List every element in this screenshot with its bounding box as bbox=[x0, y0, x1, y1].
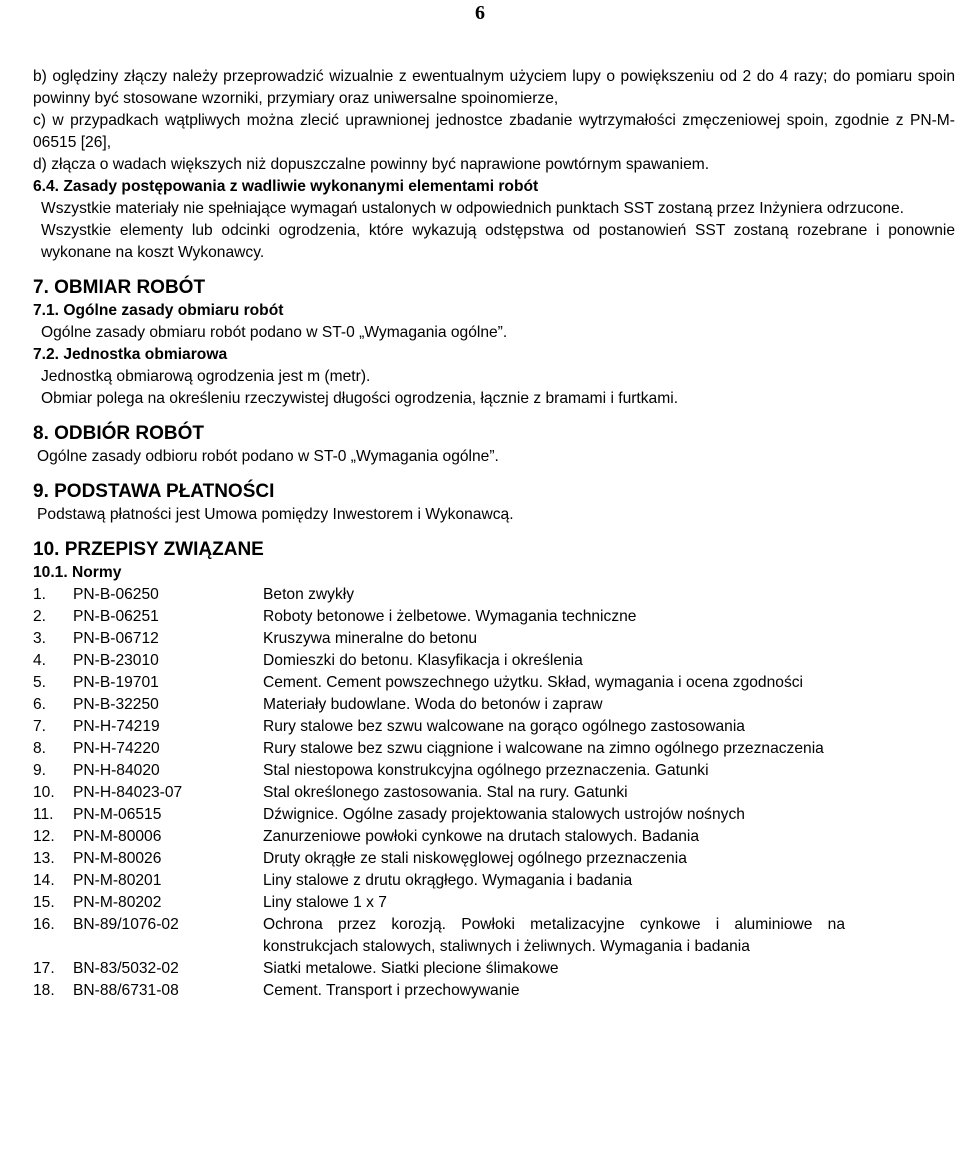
norm-row bbox=[33, 980, 955, 1002]
norm-title: Rury stalowe bez szwu walcowane na gorąco ogólnego zastosowania bbox=[263, 718, 745, 735]
norm-row bbox=[33, 848, 955, 870]
section-6-4-heading: 6.4. Zasady postępowania z wadliwie wykonanymi elementami robót bbox=[33, 178, 539, 195]
section-6-4-para-2: Wszystkie elementy lub odcinki ogrodzenia, które wykazują odstępstwa od postanowień SST zostaną rozebrane i ponownie wykonane na koszt Wykonawcy. bbox=[41, 222, 955, 261]
item-d: d) złącza o wadach większych niż dopuszczalne powinny być naprawione powtórnym spawaniem. bbox=[33, 156, 710, 173]
norm-number: 14. bbox=[33, 872, 55, 889]
document-body bbox=[33, 66, 955, 1002]
norm-code: PN-B-19701 bbox=[73, 674, 159, 691]
section-8-heading: 8. ODBIÓR ROBÓT bbox=[33, 423, 205, 444]
norm-number: 5. bbox=[33, 674, 47, 691]
section-7-heading: 7. OBMIAR ROBÓT bbox=[33, 277, 206, 298]
item-c: c) w przypadkach wątpliwych można zlecić uprawnionej jednostce zbadanie wytrzymałości zmęczeniowej spoin, zgodnie z PN-M-06515 [26], bbox=[33, 112, 955, 151]
norm-code: PN-H-74219 bbox=[73, 718, 160, 735]
norm-row bbox=[33, 804, 955, 826]
norm-code: BN-89/1076-02 bbox=[73, 916, 179, 933]
norm-code: BN-88/6731-08 bbox=[73, 982, 179, 999]
norms-list bbox=[33, 584, 955, 1002]
norm-row bbox=[33, 782, 955, 804]
section-9-heading: 9. PODSTAWA PŁATNOŚCI bbox=[33, 481, 275, 502]
norm-code: PN-B-32250 bbox=[73, 696, 159, 713]
norm-number: 6. bbox=[33, 696, 47, 713]
norm-title: Kruszywa mineralne do betonu bbox=[263, 630, 478, 647]
norm-number: 17. bbox=[33, 960, 55, 977]
norm-row bbox=[33, 584, 955, 606]
norm-row bbox=[33, 870, 955, 892]
norm-title: Liny stalowe z drutu okrągłego. Wymagania i badania bbox=[263, 872, 633, 889]
norm-number: 15. bbox=[33, 894, 55, 911]
norm-code: PN-B-06712 bbox=[73, 630, 159, 647]
section-10-1-heading: 10.1. Normy bbox=[33, 564, 122, 581]
norm-row bbox=[33, 826, 955, 848]
norm-number: 12. bbox=[33, 828, 55, 845]
section-6-4-para-1: Wszystkie materiały nie spełniające wymagań ustalonych w odpowiednich punktach SST zostaną przez Inżyniera odrzucone. bbox=[41, 200, 905, 217]
norm-title: Cement. Cement powszechnego użytku. Skład, wymagania i ocena zgodności bbox=[263, 674, 804, 691]
norm-number: 2. bbox=[33, 608, 47, 625]
norm-title: Dźwignice. Ogólne zasady projektowania stalowych ustrojów nośnych bbox=[263, 806, 745, 823]
norm-title: Stal określonego zastosowania. Stal na rury. Gatunki bbox=[263, 784, 628, 801]
norm-title: Stal niestopowa konstrukcyjna ogólnego przeznaczenia. Gatunki bbox=[263, 762, 709, 779]
norm-number: 7. bbox=[33, 718, 47, 735]
norm-code: PN-M-06515 bbox=[73, 806, 162, 823]
norm-title: Rury stalowe bez szwu ciągnione i walcowane na zimno ogólnego przeznaczenia bbox=[263, 740, 824, 757]
norm-title: Siatki metalowe. Siatki plecione ślimakowe bbox=[263, 960, 559, 977]
norm-row bbox=[33, 650, 955, 672]
norm-row bbox=[33, 694, 955, 716]
norm-row bbox=[33, 606, 955, 628]
norm-title: Zanurzeniowe powłoki cynkowe na drutach stalowych. Badania bbox=[263, 828, 700, 845]
section-10-heading: 10. PRZEPISY ZWIĄZANE bbox=[33, 539, 264, 560]
norm-code: PN-B-06251 bbox=[73, 608, 159, 625]
norm-title: Ochrona przez korozją. Powłoki metalizacyjne cynkowe i aluminiowe na konstrukcjach stalowych, staliwnych i żeliwnych. Wymagania i badania bbox=[263, 916, 845, 955]
norm-row bbox=[33, 628, 955, 650]
norm-code: PN-M-80006 bbox=[73, 828, 162, 845]
section-8-text: Ogólne zasady odbioru robót podano w ST-0 „Wymagania ogólne”. bbox=[37, 448, 499, 465]
norm-code: PN-M-80202 bbox=[73, 894, 162, 911]
norm-code: BN-83/5032-02 bbox=[73, 960, 179, 977]
norm-title: Domieszki do betonu. Klasyfikacja i określenia bbox=[263, 652, 583, 669]
norm-code: PN-H-84020 bbox=[73, 762, 160, 779]
norm-row bbox=[33, 672, 955, 694]
section-9-text: Podstawą płatności jest Umowa pomiędzy Inwestorem i Wykonawcą. bbox=[37, 506, 514, 523]
item-b: b) oględziny złączy należy przeprowadzić wizualnie z ewentualnym użyciem lupy o powiększeniu od 2 do 4 razy; do pomiaru spoin powinny być stosowane wzorniki, przymiary oraz uniwersalne spoinomierze, bbox=[33, 68, 955, 107]
norm-title: Druty okrągłe ze stali niskowęglowej ogólnego przeznaczenia bbox=[263, 850, 687, 867]
norm-number: 16. bbox=[33, 916, 55, 933]
section-7-2-heading: 7.2. Jednostka obmiarowa bbox=[33, 346, 228, 363]
norm-row bbox=[33, 914, 955, 958]
norm-code: PN-B-06250 bbox=[73, 586, 159, 603]
norm-number: 13. bbox=[33, 850, 55, 867]
norm-code: PN-B-23010 bbox=[73, 652, 159, 669]
section-7-2-text-1: Jednostką obmiarową ogrodzenia jest m (metr). bbox=[41, 368, 371, 385]
norm-row bbox=[33, 892, 955, 914]
norm-row bbox=[33, 716, 955, 738]
norm-row bbox=[33, 760, 955, 782]
norm-number: 9. bbox=[33, 762, 47, 779]
norm-title: Roboty betonowe i żelbetowe. Wymagania techniczne bbox=[263, 608, 637, 625]
norm-row bbox=[33, 958, 955, 980]
norm-number: 11. bbox=[33, 806, 54, 823]
norm-number: 3. bbox=[33, 630, 47, 647]
section-7-1-heading: 7.1. Ogólne zasady obmiaru robót bbox=[33, 302, 284, 319]
page-number: 6 bbox=[475, 2, 485, 24]
norm-code: PN-M-80026 bbox=[73, 850, 162, 867]
norm-row bbox=[33, 738, 955, 760]
section-7-1-text: Ogólne zasady obmiaru robót podano w ST-0 „Wymagania ogólne”. bbox=[41, 324, 508, 341]
norm-code: PN-M-80201 bbox=[73, 872, 162, 889]
norm-number: 10. bbox=[33, 784, 55, 801]
norm-title: Cement. Transport i przechowywanie bbox=[263, 982, 520, 999]
norm-title: Liny stalowe 1 x 7 bbox=[263, 894, 387, 911]
norm-code: PN-H-84023-07 bbox=[73, 784, 183, 801]
section-7-2-text-2: Obmiar polega na określeniu rzeczywistej długości ogrodzenia, łącznie z bramami i furtkami. bbox=[41, 390, 679, 407]
norm-title: Materiały budowlane. Woda do betonów i zapraw bbox=[263, 696, 603, 713]
norm-number: 4. bbox=[33, 652, 47, 669]
norm-title: Beton zwykły bbox=[263, 586, 354, 603]
norm-number: 8. bbox=[33, 740, 47, 757]
norm-number: 18. bbox=[33, 982, 55, 999]
norm-number: 1. bbox=[33, 586, 47, 603]
norm-code: PN-H-74220 bbox=[73, 740, 160, 757]
